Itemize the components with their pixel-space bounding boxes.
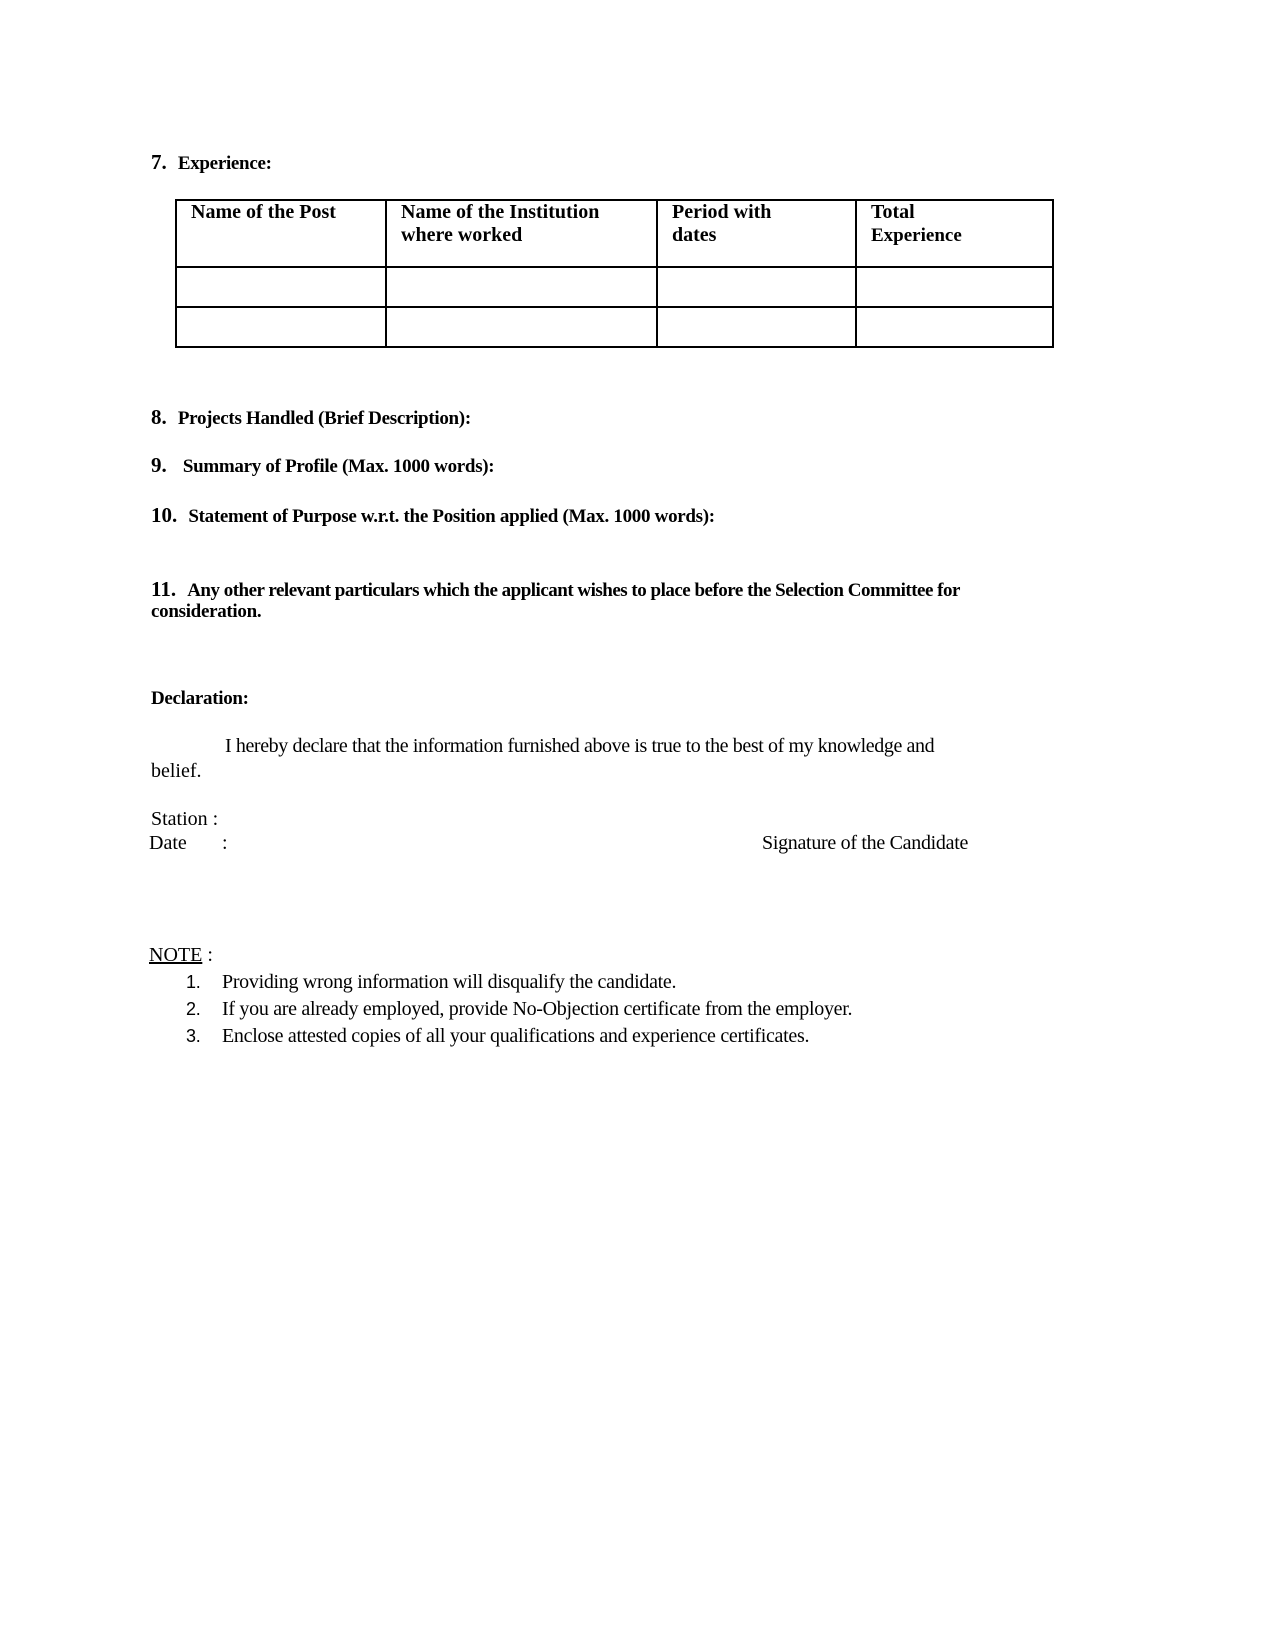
- section-11-continuation: consideration.: [151, 601, 262, 622]
- section-number: 10.: [151, 503, 178, 527]
- section-title: Statement of Purpose w.r.t. the Position applied (Max. 1000 words):: [188, 506, 715, 527]
- section-11-heading: [151, 577, 960, 602]
- table-cell[interactable]: [386, 267, 657, 307]
- note-colon: :: [207, 944, 213, 966]
- table-cell[interactable]: [657, 307, 856, 347]
- table-cell[interactable]: [657, 267, 856, 307]
- note-label: NOTE: [149, 944, 203, 966]
- header-text: Total: [871, 201, 915, 223]
- table-header-row: [176, 200, 1053, 267]
- table-row: [176, 307, 1053, 347]
- note-item: [186, 1025, 809, 1048]
- section-title: Any other relevant particulars which the applicant wishes to place before the Selection Committee for: [187, 580, 960, 601]
- note-item: [186, 998, 852, 1021]
- station-label: Station :: [151, 808, 219, 830]
- section-title: Summary of Profile (Max. 1000 words):: [182, 456, 495, 477]
- note-heading: [149, 944, 213, 967]
- note-item-number: 2.: [186, 999, 201, 1019]
- header-institution: [386, 200, 657, 267]
- header-text: Name of the Post: [191, 201, 336, 223]
- declaration-text: I hereby declare that the information furnished above is true to the best of my knowledge and: [225, 735, 935, 757]
- header-text: Period with: [672, 201, 772, 223]
- date-colon: :: [222, 832, 228, 854]
- table-cell[interactable]: [386, 307, 657, 347]
- note-item-text: If you are already employed, provide No-Objection certificate from the employer.: [222, 998, 853, 1020]
- header-period: [657, 200, 856, 267]
- note-item: [186, 971, 676, 994]
- table-cell[interactable]: [176, 307, 386, 347]
- table-cell[interactable]: [856, 307, 1053, 347]
- section-number: 8.: [151, 405, 167, 429]
- header-text: Experience: [871, 225, 962, 246]
- section-number: 11.: [151, 577, 177, 601]
- header-text: dates: [672, 224, 717, 246]
- table-row: [176, 267, 1053, 307]
- section-number: 9.: [151, 453, 167, 477]
- note-item-text: Providing wrong information will disqualify the candidate.: [222, 971, 677, 993]
- section-10-heading: [151, 503, 715, 528]
- section-title: Projects Handled (Brief Description):: [177, 408, 471, 429]
- header-text: where worked: [401, 224, 523, 246]
- note-item-text: Enclose attested copies of all your qualifications and experience certificates.: [222, 1025, 810, 1047]
- experience-table: [175, 199, 1054, 348]
- date-label: Date: [149, 832, 187, 854]
- table-cell[interactable]: [856, 267, 1053, 307]
- section-7-heading: [151, 150, 272, 175]
- note-item-number: 1.: [186, 972, 201, 992]
- header-text: Name of the Institution: [401, 201, 600, 223]
- signature-label: Signature of the Candidate: [762, 832, 969, 854]
- note-item-number: 3.: [186, 1026, 201, 1046]
- section-8-heading: [151, 405, 471, 430]
- section-number: 7.: [151, 150, 167, 174]
- section-title: Experience:: [177, 153, 272, 174]
- section-9-heading: [151, 453, 494, 478]
- declaration-text-continuation: belief.: [151, 760, 202, 782]
- declaration-title: Declaration:: [151, 688, 249, 709]
- header-post: [176, 200, 386, 267]
- table-cell[interactable]: [176, 267, 386, 307]
- header-total-experience: [856, 200, 1053, 267]
